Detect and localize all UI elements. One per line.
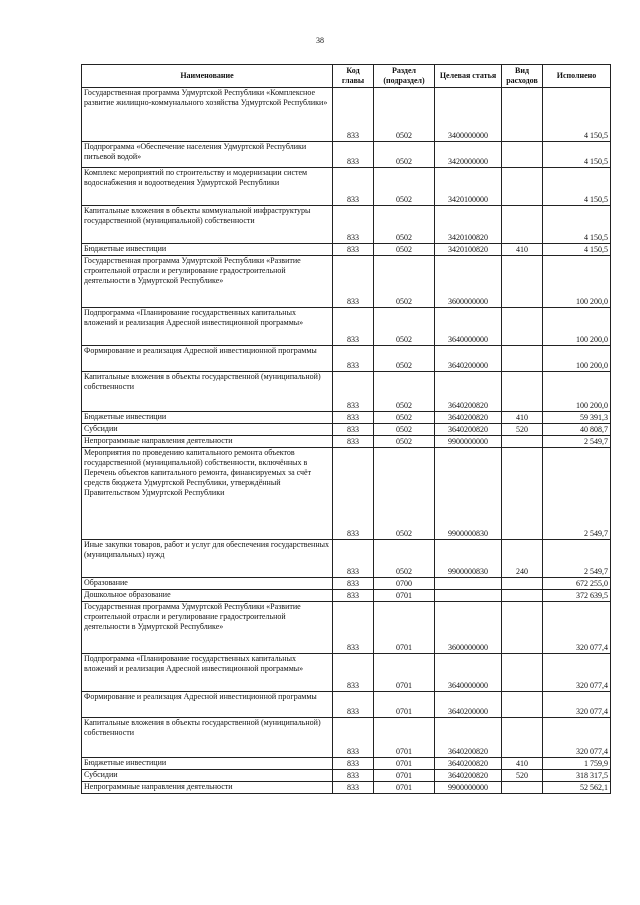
budget-table bbox=[81, 64, 611, 794]
cell-type bbox=[502, 436, 543, 448]
cell-name: Подпрограмма «Планирование государственных капитальных вложений и реализация Адресной инвестиционной программы» bbox=[82, 308, 333, 346]
cell-name: Государственная программа Удмуртской Республики «Развитие строительной отрасли и регулирование градостроительной деятельности в Удмуртской Республике» bbox=[82, 256, 333, 308]
table-body bbox=[82, 88, 611, 794]
cell-executed: 100 200,0 bbox=[543, 308, 611, 346]
cell-type bbox=[502, 718, 543, 758]
cell-type: 520 bbox=[502, 770, 543, 782]
cell-code: 833 bbox=[333, 578, 374, 590]
cell-section: 0701 bbox=[374, 654, 435, 692]
table-row bbox=[82, 758, 611, 770]
cell-type: 410 bbox=[502, 244, 543, 256]
table-row bbox=[82, 718, 611, 758]
cell-name: Капитальные вложения в объекты государственной (муниципальной) собственности bbox=[82, 718, 333, 758]
cell-executed: 372 639,5 bbox=[543, 590, 611, 602]
table-row bbox=[82, 256, 611, 308]
table-row bbox=[82, 448, 611, 540]
cell-section: 0701 bbox=[374, 770, 435, 782]
cell-name: Комплекс мероприятий по строительству и модернизации систем водоснабжения и водоотведения Удмуртской Республики bbox=[82, 168, 333, 206]
cell-executed: 4 150,5 bbox=[543, 88, 611, 142]
cell-executed: 4 150,5 bbox=[543, 206, 611, 244]
cell-target: 9900000000 bbox=[435, 436, 502, 448]
cell-name: Субсидии bbox=[82, 770, 333, 782]
header-target: Целевая статья bbox=[435, 65, 502, 88]
cell-code: 833 bbox=[333, 424, 374, 436]
cell-section: 0701 bbox=[374, 590, 435, 602]
cell-type bbox=[502, 88, 543, 142]
cell-executed: 320 077,4 bbox=[543, 692, 611, 718]
cell-section: 0700 bbox=[374, 578, 435, 590]
cell-target: 3640200820 bbox=[435, 412, 502, 424]
table-row bbox=[82, 206, 611, 244]
header-code: Код главы bbox=[333, 65, 374, 88]
cell-target: 9900000830 bbox=[435, 448, 502, 540]
cell-section: 0502 bbox=[374, 256, 435, 308]
table-row bbox=[82, 412, 611, 424]
cell-name: Формирование и реализация Адресной инвестиционной программы bbox=[82, 346, 333, 372]
cell-section: 0502 bbox=[374, 308, 435, 346]
cell-name: Бюджетные инвестиции bbox=[82, 412, 333, 424]
table-row bbox=[82, 168, 611, 206]
table-row bbox=[82, 436, 611, 448]
cell-target: 3400000000 bbox=[435, 88, 502, 142]
cell-type bbox=[502, 256, 543, 308]
cell-name: Мероприятия по проведению капитального ремонта объектов государственной (муниципальной) собственности, включённых в Перечень объектов капитального ремонта, финансируемых за счёт средств бюджета Удмуртской Республики, утверждённый Правительством Удмуртской Республики bbox=[82, 448, 333, 540]
cell-name: Дошкольное образование bbox=[82, 590, 333, 602]
cell-section: 0502 bbox=[374, 448, 435, 540]
cell-target: 3640200820 bbox=[435, 758, 502, 770]
cell-type: 520 bbox=[502, 424, 543, 436]
cell-target: 3640000000 bbox=[435, 654, 502, 692]
cell-code: 833 bbox=[333, 692, 374, 718]
cell-executed: 2 549,7 bbox=[543, 540, 611, 578]
header-name: Наименование bbox=[82, 65, 333, 88]
cell-type bbox=[502, 346, 543, 372]
cell-name: Непрограммные направления деятельности bbox=[82, 782, 333, 794]
cell-section: 0701 bbox=[374, 718, 435, 758]
cell-section: 0701 bbox=[374, 602, 435, 654]
cell-name: Подпрограмма «Обеспечение населения Удмуртской Республики питьевой водой» bbox=[82, 142, 333, 168]
cell-section: 0502 bbox=[374, 206, 435, 244]
table-row bbox=[82, 770, 611, 782]
cell-code: 833 bbox=[333, 540, 374, 578]
cell-target: 3600000000 bbox=[435, 256, 502, 308]
cell-code: 833 bbox=[333, 602, 374, 654]
page-number: 38 bbox=[316, 36, 324, 45]
table-row bbox=[82, 424, 611, 436]
cell-executed: 320 077,4 bbox=[543, 718, 611, 758]
cell-section: 0502 bbox=[374, 142, 435, 168]
cell-type bbox=[502, 142, 543, 168]
cell-executed: 318 317,5 bbox=[543, 770, 611, 782]
cell-code: 833 bbox=[333, 244, 374, 256]
cell-type: 410 bbox=[502, 758, 543, 770]
cell-name: Государственная программа Удмуртской Республики «Развитие строительной отрасли и регулирование градостроительной деятельности в Удмуртской Республике» bbox=[82, 602, 333, 654]
cell-code: 833 bbox=[333, 436, 374, 448]
cell-target: 3640200820 bbox=[435, 770, 502, 782]
table-row bbox=[82, 372, 611, 412]
cell-target: 9900000000 bbox=[435, 782, 502, 794]
cell-executed: 4 150,5 bbox=[543, 142, 611, 168]
cell-target: 3640200820 bbox=[435, 718, 502, 758]
cell-name: Образование bbox=[82, 578, 333, 590]
cell-target: 3420100820 bbox=[435, 206, 502, 244]
cell-type bbox=[502, 372, 543, 412]
cell-target: 3640200000 bbox=[435, 692, 502, 718]
cell-section: 0502 bbox=[374, 424, 435, 436]
cell-name: Подпрограмма «Планирование государственных капитальных вложений и реализация Адресной инвестиционной программы» bbox=[82, 654, 333, 692]
cell-executed: 100 200,0 bbox=[543, 346, 611, 372]
cell-type bbox=[502, 654, 543, 692]
cell-executed: 1 759,9 bbox=[543, 758, 611, 770]
cell-type bbox=[502, 590, 543, 602]
cell-target: 3640200820 bbox=[435, 372, 502, 412]
cell-executed: 320 077,4 bbox=[543, 654, 611, 692]
cell-executed: 4 150,5 bbox=[543, 244, 611, 256]
cell-type bbox=[502, 168, 543, 206]
cell-code: 833 bbox=[333, 782, 374, 794]
cell-executed: 59 391,3 bbox=[543, 412, 611, 424]
table-header-row bbox=[82, 65, 611, 88]
cell-type: 410 bbox=[502, 412, 543, 424]
cell-code: 833 bbox=[333, 256, 374, 308]
cell-executed: 40 808,7 bbox=[543, 424, 611, 436]
cell-type bbox=[502, 448, 543, 540]
cell-target: 9900000830 bbox=[435, 540, 502, 578]
cell-executed: 2 549,7 bbox=[543, 436, 611, 448]
cell-section: 0502 bbox=[374, 372, 435, 412]
table-row bbox=[82, 602, 611, 654]
table-row bbox=[82, 308, 611, 346]
cell-target: 3640000000 bbox=[435, 308, 502, 346]
cell-code: 833 bbox=[333, 590, 374, 602]
cell-name: Субсидии bbox=[82, 424, 333, 436]
cell-target: 3420000000 bbox=[435, 142, 502, 168]
table-row bbox=[82, 692, 611, 718]
cell-code: 833 bbox=[333, 142, 374, 168]
cell-name: Непрограммные направления деятельности bbox=[82, 436, 333, 448]
cell-type: 240 bbox=[502, 540, 543, 578]
cell-code: 833 bbox=[333, 770, 374, 782]
header-type: Вид расходов bbox=[502, 65, 543, 88]
cell-name: Бюджетные инвестиции bbox=[82, 758, 333, 770]
cell-name: Иные закупки товаров, работ и услуг для обеспечения государственных (муниципальных) нужд bbox=[82, 540, 333, 578]
cell-code: 833 bbox=[333, 308, 374, 346]
cell-section: 0502 bbox=[374, 436, 435, 448]
cell-type bbox=[502, 578, 543, 590]
cell-name: Бюджетные инвестиции bbox=[82, 244, 333, 256]
cell-type bbox=[502, 692, 543, 718]
table-row bbox=[82, 782, 611, 794]
cell-executed: 4 150,5 bbox=[543, 168, 611, 206]
cell-code: 833 bbox=[333, 206, 374, 244]
cell-section: 0701 bbox=[374, 758, 435, 770]
cell-code: 833 bbox=[333, 372, 374, 412]
table-row bbox=[82, 346, 611, 372]
cell-code: 833 bbox=[333, 718, 374, 758]
table-row bbox=[82, 244, 611, 256]
cell-type bbox=[502, 782, 543, 794]
cell-code: 833 bbox=[333, 448, 374, 540]
cell-target: 3420100000 bbox=[435, 168, 502, 206]
cell-section: 0502 bbox=[374, 346, 435, 372]
cell-target: 3600000000 bbox=[435, 602, 502, 654]
cell-name: Формирование и реализация Адресной инвестиционной программы bbox=[82, 692, 333, 718]
cell-section: 0502 bbox=[374, 168, 435, 206]
header-section: Раздел (подраздел) bbox=[374, 65, 435, 88]
table-row bbox=[82, 540, 611, 578]
cell-type bbox=[502, 206, 543, 244]
header-executed: Исполнено bbox=[543, 65, 611, 88]
cell-executed: 2 549,7 bbox=[543, 448, 611, 540]
cell-code: 833 bbox=[333, 412, 374, 424]
cell-section: 0502 bbox=[374, 412, 435, 424]
cell-code: 833 bbox=[333, 168, 374, 206]
cell-section: 0502 bbox=[374, 88, 435, 142]
cell-executed: 100 200,0 bbox=[543, 256, 611, 308]
table-row bbox=[82, 654, 611, 692]
table-row bbox=[82, 578, 611, 590]
cell-target bbox=[435, 578, 502, 590]
cell-target: 3420100820 bbox=[435, 244, 502, 256]
cell-type bbox=[502, 308, 543, 346]
cell-executed: 320 077,4 bbox=[543, 602, 611, 654]
table-row bbox=[82, 142, 611, 168]
cell-target bbox=[435, 590, 502, 602]
cell-executed: 100 200,0 bbox=[543, 372, 611, 412]
cell-section: 0701 bbox=[374, 692, 435, 718]
cell-section: 0502 bbox=[374, 540, 435, 578]
cell-name: Государственная программа Удмуртской Республики «Комплексное развитие жилищно-коммунального хозяйства Удмуртской Республики» bbox=[82, 88, 333, 142]
cell-code: 833 bbox=[333, 758, 374, 770]
cell-type bbox=[502, 602, 543, 654]
cell-code: 833 bbox=[333, 346, 374, 372]
cell-name: Капитальные вложения в объекты коммунальной инфраструктуры государственной (муниципальной) собственности bbox=[82, 206, 333, 244]
cell-target: 3640200000 bbox=[435, 346, 502, 372]
cell-executed: 672 255,0 bbox=[543, 578, 611, 590]
cell-executed: 52 562,1 bbox=[543, 782, 611, 794]
cell-code: 833 bbox=[333, 88, 374, 142]
cell-name: Капитальные вложения в объекты государственной (муниципальной) собственности bbox=[82, 372, 333, 412]
cell-code: 833 bbox=[333, 654, 374, 692]
cell-target: 3640200820 bbox=[435, 424, 502, 436]
cell-section: 0502 bbox=[374, 244, 435, 256]
cell-section: 0701 bbox=[374, 782, 435, 794]
table-row bbox=[82, 590, 611, 602]
table-row bbox=[82, 88, 611, 142]
